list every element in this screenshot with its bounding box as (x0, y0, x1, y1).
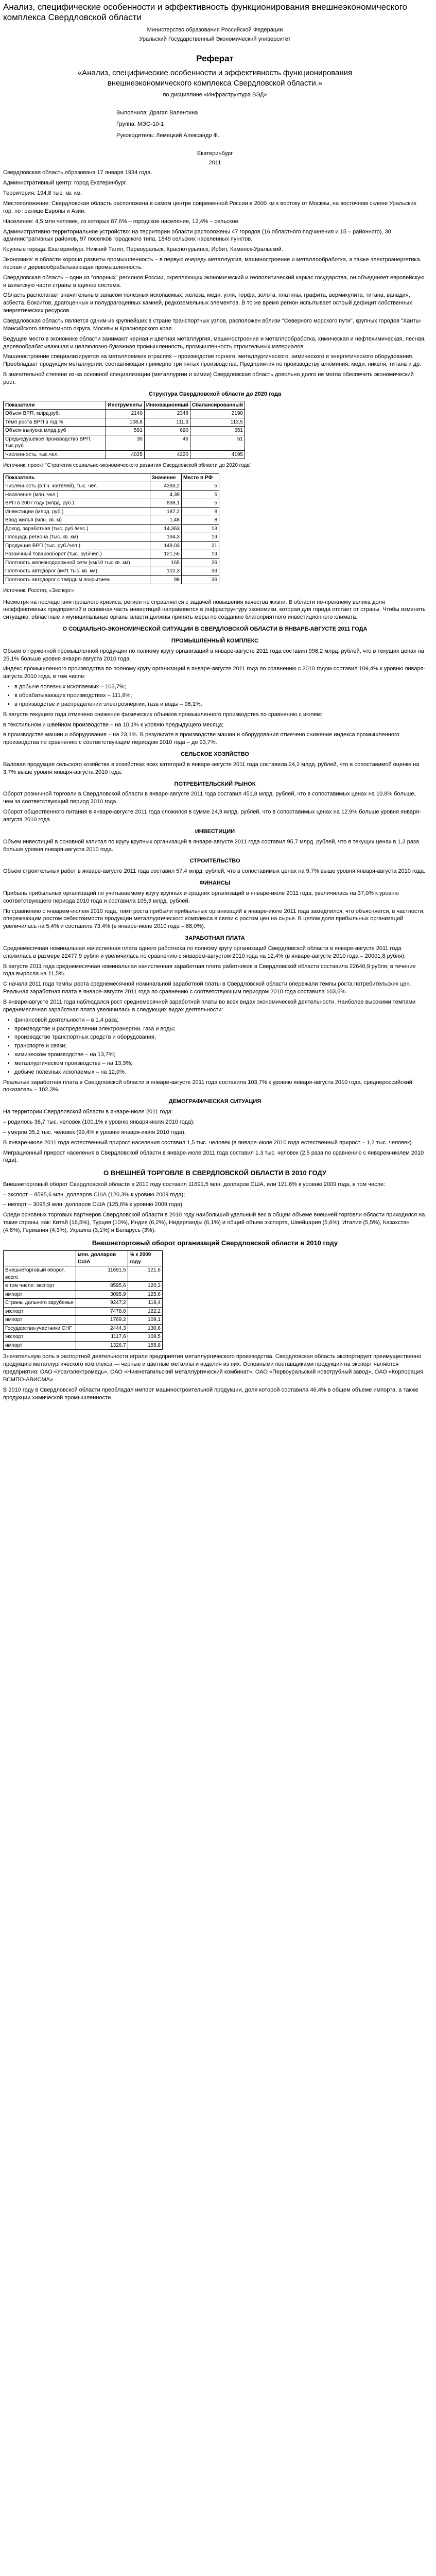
bullet-item: • в обрабатывающих производствах – 111,8%; (14, 692, 427, 700)
table2-cell: Население (млн. чел.) (4, 490, 150, 499)
table1-header-cell: Инновационный (144, 401, 190, 410)
table1-cell: 113,5 (190, 418, 245, 427)
bullet-item: • металлургическом производстве – на 13,3%; (14, 1060, 427, 1067)
table3-cell: 122,2 (128, 1307, 162, 1316)
section-paragraph: Оборот розничной торговли в Свердловской области в январе-августе 2011 года составил 451,8 млрд. рублей, что в сопоставимых ценах на 10,8% больше, чем за соответствующий период 2010 года. (3, 791, 416, 805)
table2-cell: 121,55 (150, 550, 181, 559)
foreign-trade-paragraph: Среди основных торговых партнеров Свердловской области в 2010 году наибольший удельный вес в общем объеме внешней торговли области приходился на такие страны, как: Китай (16,5%), Турция (10%), Индия (6,2%), Нидерланды (6,1%) и общий объем экспорта, Швейцария (5,6%), Италия (5,5%), Казахстан (4,8%), Германия (4,3%), Украина (3,1%) и Беларусь (3%). (3, 1212, 425, 1233)
report-kind: Реферат (196, 54, 234, 64)
table1-source-note: Источник: проект "Стратегия социально-экономического развития Свердловской области до 2020 года" (3, 463, 252, 469)
table1-cell: 51 (190, 435, 245, 450)
table3-cell: импорт (4, 1341, 76, 1350)
table1-row (4, 418, 245, 427)
section-paragraph: в производстве машин и оборудования – на 23,1%. В результате в производстве машин и оборудования отмечено снижение индекса промышленного производства по сравнению с соответствующим периодом 2010 года – до 93,7%. (3, 732, 399, 746)
table2-cell: 4393,2 (150, 482, 181, 491)
bullet-item: • финансовой деятельности – в 1,4 раза; (14, 1016, 427, 1024)
table2-cell: 8 (182, 516, 219, 525)
table2-cell: Плотность автодорог (км/1 тыс. кв. км) (4, 567, 150, 576)
table3-cell: 130,6 (128, 1324, 162, 1333)
bullet-item: • добыче полезных ископаемых – на 12,0%. (14, 1069, 427, 1076)
section-heading: СЕЛЬСКОЕ ХОЗЯЙСТВО (181, 751, 249, 758)
table1-cell: 2348 (144, 410, 190, 418)
table2-cell: Розничный товарооборот (тыс. руб/чел.) (4, 550, 150, 559)
section-paragraph: Миграционный прирост населения в Свердловской области в январе-июле 2011 года составил 1,3 тыс. человек (2,5 раза по сравнению с январем-июлем 2010 года). (3, 1149, 424, 1164)
table3-cell: 120,3 (128, 1282, 162, 1291)
table3-cell: 3095,9 (76, 1290, 128, 1299)
table2-cell: 98 (150, 575, 181, 584)
section-paragraph: С начала 2011 года темпы роста среднемесячной номинальной заработной платы в Свердловской области опережали темпы роста потребительских цен. Реальная заработная плата в январе-августе 2011 года по сравнению с соответствующим периодом 2010 года составила 103,6%. (3, 981, 411, 995)
table1-cell: 111,3 (144, 418, 190, 427)
discipline-line: по дисциплине «Инфраструктура ВЭД» (163, 92, 267, 98)
table3-row (4, 1290, 163, 1299)
table1-row (4, 435, 245, 450)
section-heading: ДЕМОГРАФИЧЕСКАЯ СИТУАЦИЯ (168, 1098, 261, 1105)
table2-cell: 33 (182, 567, 219, 576)
performer-line: Выполнила: Драгая Валентина (116, 110, 198, 116)
section-paragraph: в текстильном и швейном производстве – на 10,1% к уровню предыдущего месяца; (3, 721, 224, 728)
table1-cell: 46 (144, 435, 190, 450)
table1-header-row (4, 401, 245, 410)
table3-cell: 119,4 (128, 1299, 162, 1308)
university-line: Уральский Государственный Экономический университет (139, 36, 291, 42)
table3-cell: 108,5 (128, 1333, 162, 1342)
intro-section (3, 169, 427, 386)
table3-cell: 8595,6 (76, 1282, 128, 1291)
table3-cell: 2444,3 (76, 1324, 128, 1333)
bullet-item: • в производстве и распределении электроэнергии, газа и воды – 96,1%. (14, 701, 427, 708)
table3-cell: Внешнеторговый оборот, всего (4, 1266, 76, 1282)
table3-row (4, 1282, 163, 1291)
table2-cell: Численность (в т.ч. жителей), тыс. чел. (4, 482, 150, 491)
intro-paragraph: Административный центр: город Екатеринбург. (3, 180, 127, 187)
intro-paragraph: Свердловская область – один из "опорных" регионов России, скрепляющих экономический и геополитический каркас государства, он объединяет европейскую и азиатскую части страны в единое система. (3, 274, 425, 289)
socio-economic-sections (3, 625, 427, 1164)
table1-header-cell: Сбалансированный (190, 401, 245, 410)
table3-row (4, 1341, 163, 1350)
table3-cell: Государства-участники СНГ (4, 1324, 76, 1333)
section-paragraph: Валовая продукция сельского хозяйства в хозяйствах всех категорий в январе-августе 2011 года составила 24,2 млрд. рублей, что в сопоставимой оценке на 3,7% выше уровня января-августа 2010 года. (3, 761, 420, 775)
intro-paragraph: Область располагает значительным запасом полезных ископаемых: железа, меди, угля, торфа, золота, платины, графита, вермикулита, титана, ванадия, асбеста. Бокситов, драгоценных и полудрагоценных камней, редкоземельных элементов. В то же время регион испытывает острый дефицит собственных энергетических ресурсов. (3, 292, 412, 314)
table2-source-note: Источник: Росстат, «Эксперт» (3, 588, 74, 594)
table3-header-cell: млн. долларов США (76, 1251, 128, 1266)
section-paragraph: Объем строительных работ в январе-августе 2011 года составил 57,4 млрд. рублей, что в сопоставимых ценах на 9,7% выше уровня января-августа 2010 года. (3, 868, 426, 875)
table3-cell: 9247,2 (76, 1299, 128, 1308)
table1-row (4, 427, 245, 435)
section-paragraph: По сравнению с январем-июлем 2010 года, темп роста прибыли прибыльных организаций в январе-июле 2011 года замедлился, что объясняется, в частности, опережающим ростом себестоимости продукции металлургического комплекса в связи с ростом цен на сырье. В целом доля прибыльных организаций увеличилась на 5,4% и составила 73,4% (в январе-июле 2010 года – 68,0%). (3, 908, 425, 930)
table1-row (4, 410, 245, 418)
table1-cell: 30 (106, 435, 145, 450)
foreign-trade-table-caption: Внешнеторговый оборот организаций Свердловской области в 2010 году (92, 1239, 338, 1247)
table2-cell: 26 (182, 558, 219, 567)
foreign-trade-table (3, 1250, 163, 1350)
table2-cell: 5 (182, 490, 219, 499)
table2-row (4, 516, 219, 525)
table1-header-cell: Инструменты (106, 401, 145, 410)
group-line: Группа: МЭО-10-1 (116, 121, 164, 128)
table2-cell: 36 (182, 575, 219, 584)
table3-cell: 11691,5 (76, 1266, 128, 1282)
section-heading: О СОЦИАЛЬНО-ЭКОНОМИЧЕСКОЙ СИТУАЦИИ В СВЕРДЛОВСКОЙ ОБЛАСТИ В ЯНВАРЕ-АВГУСТЕ 2011 ГОДА (62, 626, 368, 633)
section-paragraph: Объем отгруженной промышленной продукции по полному кругу организаций в январе-августе 2011 года составил 996,2 млрд. рублей, что в текущих ценах на 25,1% больше уровня января-августа 2010 года. (3, 648, 424, 662)
table2-cell: 5 (182, 499, 219, 508)
table2-cell: 1,48 (150, 516, 181, 525)
intro-paragraph: Экономика: в области хорошо развиты промышленность – в первую очередь металлургия, машиностроение и металлообработка, а также электроэнергетика, лесная и деревообрабатывающая промышленность. (3, 257, 422, 270)
table3-cell: импорт (4, 1290, 76, 1299)
bullet-item: • производстве и распределении электроэнергии, газа и воды; (14, 1025, 427, 1033)
table3-cell: 121,6 (128, 1266, 162, 1282)
table2-cell: 165 (150, 558, 181, 567)
table1-caption: Структура Свердловской области до 2020 года (148, 391, 282, 397)
table2-cell: Инвестиции (млрд. руб.) (4, 507, 150, 516)
table3-row (4, 1307, 163, 1316)
table3-cell: 1117,6 (76, 1333, 128, 1342)
intro-paragraph: Территория: 194,8 тыс. кв. км. (3, 190, 82, 197)
section-paragraph: В августе 2011 года среднемесячная номинальная начисленная заработная плата работников в Свердловской области составила 22640,9 рубля, в течение года выросла на 11,5%. (3, 963, 416, 977)
signatures-block (116, 109, 427, 140)
table3-header-cell (4, 1251, 76, 1266)
section-paragraph: – родилось 36,7 тыс. человек (100,1% к уровню января-июля 2010 года); (3, 1118, 195, 1125)
city-line: Екатеринбург (197, 150, 233, 157)
table3-cell: 155,8 (128, 1341, 162, 1350)
table1-cell: 4220 (144, 450, 190, 459)
table1-cell: 4025 (106, 450, 145, 459)
table1-cell: 591 (106, 427, 145, 435)
section-paragraph: Среднемесячная номинальная начисленная плата одного работника по полному кругу организаций Свердловской области в январе-августе 2011 года сложилась в размере 22477,9 рубля и увеличилась по сравнению с январем-августом 2010 года на 12,4% (в январе-августе 2010 года – 20001,8 рубля). (3, 945, 406, 959)
table2-cell: Площадь региона (тыс. кв. км) (4, 533, 150, 542)
section-heading: ФИНАНСЫ (199, 880, 231, 887)
bullet-list (14, 1016, 427, 1076)
intro-paragraph: В значительной степени из-за основной специализации (металлургии и химии) Свердловская область довольно долго не могла обеспечить экономический рост. (3, 371, 414, 385)
intro-paragraph: Крупные города: Екатеринбург, Нижний Тагил, Первоуральск, Краснотурьинск, Ирбит, Каменск-Уральский. (3, 246, 283, 253)
table2-cell: 5 (182, 482, 219, 491)
table1-header-cell: Показатели (4, 401, 106, 410)
table1-cell: Объем ВРП, млрд.руб. (4, 410, 106, 418)
foreign-trade-closing-paragraph: Значительную роль в экспортной деятельности играли предприятия металлургического производства. Свердловская область экспортирует преимущественно продукцию металлургического комплекса — черные и цветные металлы и изделия из них. Основными поставщиками продукции на экспорт являются предприятия: ОАО «Уралэлектромедь», ОАО «Нижнетагильский металлургический комбинат», ОАО «Первоуральский новотрубный завод», ОАО «Корпорация ВСМПО-АВИСМА». (3, 1353, 424, 1383)
table2-row (4, 567, 219, 576)
table2-header-cell: Значение (150, 473, 181, 482)
table2-cell: Продукция ВРП (тыс. руб./чел.) (4, 541, 150, 550)
table2-cell: 102,3 (150, 567, 181, 576)
section-paragraph: В январе-июле 2011 года естественный прирост населения составил 1,5 тыс. человек (в январе-июле 2010 года естественный прирост – 1,2 тыс. человек). (3, 1139, 413, 1146)
intro-paragraph: Свердловская область является одним из крупнейших в стране транспортных узлов, расположен вблизи "Северного морского пути", крупных городов "Ханты-Мансийского автономного округа, Москвы и Красноярского края. (3, 317, 422, 332)
table3-row (4, 1299, 163, 1308)
section-paragraph: Индекс промышленного производства по полному кругу организаций в январе-августе 2011 года по сравнению с 2010 годом составил 109,4% к уровню января-августа 2010 года, в том числе: (3, 666, 426, 680)
table2-cell: ВРП в 2007 году (млрд. руб.) (4, 499, 150, 508)
table2-cell: 21 (182, 541, 219, 550)
table2-cell: Доход, заработная (тыс. руб./мес.) (4, 524, 150, 533)
section-paragraph: Оборот общественного питания в январе-августе 2011 года сложился в сумме 24,9 млрд. рублей, что в сопоставимых ценах на 12,9% больше уровня января-августа 2010 года. (3, 809, 421, 823)
section-paragraph: Прибыль прибыльных организаций по учитываемому кругу крупных и средних организаций в январе-июле 2011 года, увеличилась на 37,0% к уровню соответствующего периода 2010 года и составила 105,9 млрд. рублей. (3, 890, 399, 904)
table1-cell: 2190 (190, 410, 245, 418)
table2-row (4, 558, 219, 567)
foreign-trade-heading: О ВНЕШНЕЙ ТОРГОВЛЕ В СВЕРДЛОВСКОЙ ОБЛАСТИ В 2010 ГОДУ (103, 1169, 326, 1177)
table1-cell: 2140 (106, 410, 145, 418)
section-paragraph: На территории Свердловской области в январе-июле 2011 года: (3, 1109, 173, 1115)
table3-row (4, 1316, 163, 1325)
table2-row (4, 550, 219, 559)
table2-row (4, 482, 219, 491)
foreign-trade-closing-paragraph: В 2010 году в Свердловской области преобладал импорт машиностроительной продукции, доля которой составила 46,4% в общем объеме импорта, а также продукции химической промышленности. (3, 1386, 418, 1401)
section-paragraph: В августе текущего года отмечено снижение физических объемов промышленного производства по сравнению с июлем: (3, 711, 323, 718)
table3-row (4, 1324, 163, 1333)
table2-cell: 187,2 (150, 507, 181, 516)
table1-cell: Темп роста ВРП в год,% (4, 418, 106, 427)
section-paragraph: Реальные заработная плата в Свердловской области в январе-августе 2011 года составила 103,7% к уровню января-августа 2010 года, среднероссийский показатель – 102,3%. (3, 1079, 412, 1093)
table2-cell: 8 (182, 507, 219, 516)
strategy-table (3, 401, 245, 460)
foreign-trade-paragraph: – экспорт – 8595,6 млн. долларов США (120,3% к уровню 2009 года); (3, 1191, 185, 1198)
table2-row (4, 541, 219, 550)
table2-cell: 19 (182, 550, 219, 559)
table1-row (4, 450, 245, 459)
table3-cell: 125,6 (128, 1290, 162, 1299)
intro-paragraph: Ведущее место в экономике области занимают черная и цветная металлургия, машиностроение и металлообработка, химическая и нефтехимическая, лесная, деревообрабатывающая и целлюлозно-бумажная промышленность, промышленность строительных материалов. (3, 335, 426, 350)
table3-cell: экспорт (4, 1333, 76, 1342)
table2-header-cell: Место в РФ (182, 473, 219, 482)
intro-paragraph: Административно-территориальное устройство: на территории области расположены 47 городов (16 областного подчинения и 15 – районного), 30 административных районов, 97 поселков городского типа, 1849 сельских населенных пунктов. (3, 228, 391, 243)
document-title: Анализ, специфические особенности и эффективность функционирования внешнеэкономического комплекса Свердловской области (3, 2, 407, 23)
year-line: 2011 (208, 159, 221, 166)
crisis-paragraph: Несмотря на последствия прошлого кризиса, регион не справляется с задачей повышения качества жизни. В области по-прежнему велика доля неэффективных предприятий и основная часть инвестиций направляется в инфраструктуру экономики, которая для города отстает от страны. Чтобы изменить ситуацию, областные и муниципальные органы власти должны принять меры по созданию благоприятного инвестиционного климата. (3, 599, 426, 621)
table2-header-row (4, 473, 219, 482)
foreign-trade-paragraph: Внешнеторговый оборот Свердловской области в 2010 году составил 11691,5 млн. долларов США, или 121,6% к уровню 2009 года, в том числе: (3, 1181, 386, 1188)
table3-header-row (4, 1251, 163, 1266)
table2-cell: 194,3 (150, 533, 181, 542)
table3-cell: экспорт (4, 1307, 76, 1316)
foreign-trade-paragraph: – импорт – 3095,9 млн. долларов США (125,6% к уровню 2009 года). (3, 1201, 184, 1208)
bullet-item: • транспорте и связи; (14, 1042, 427, 1050)
table2-row (4, 490, 219, 499)
bullet-item: • химическом производстве – на 13,7%; (14, 1051, 427, 1059)
report-subtitle: «Анализ, специфические особенности и эффективность функционирования внешнеэкономического комплекса Свердловской области.» (77, 69, 353, 88)
table3-cell: 109,1 (128, 1316, 162, 1325)
table2-row (4, 524, 219, 533)
foreign-trade-paragraphs (3, 1181, 427, 1234)
section-paragraph: В январе-августе 2011 года наблюдался рост среднемесячной заработной платы во всех видах экономической деятельности. Наиболее высокими темпами среднемесячная заработная плата увеличилась в следующих видах деятельности: (3, 999, 416, 1013)
table2-cell: 149,03 (150, 541, 181, 550)
table3-cell: Страны дальнего зарубежья (4, 1299, 76, 1308)
foreign-trade-closing (3, 1353, 427, 1401)
table2-cell: Плотность железнодорожной сети (км/10 тыс.кв. км) (4, 558, 150, 567)
table1-cell: Численность, тыс.чел. (4, 450, 106, 459)
table1-cell: 4195 (190, 450, 245, 459)
section-heading: ПРОМЫШЛЕННЫЙ КОМПЛЕКС (171, 637, 259, 644)
table1-cell: 108,8 (106, 418, 145, 427)
table2-cell: 14,363 (150, 524, 181, 533)
table2-cell: Ввод жилья (млн. кв. м) (4, 516, 150, 525)
intro-paragraph: Свердловская область образована 17 января 1934 года. (3, 170, 152, 176)
section-heading: ЗАРАБОТНАЯ ПЛАТА (185, 935, 245, 942)
table1-cell: 651 (190, 427, 245, 435)
intro-paragraph: Машиностроение специализируется на металлоемких отраслях – производстве горного, металлургического, химического и энергетического оборудования. Преобладает продукция металлургии, составляющая примерно три пятых производства. Предприятия по производству алюминия, меди, никеля, титана и др. (3, 353, 422, 368)
section-heading: СТРОИТЕЛЬСТВО (189, 858, 240, 865)
table2-row (4, 575, 219, 584)
bullet-item: • в добыче полезных ископаемых – 103,7%; (14, 683, 427, 691)
table2-cell: 19 (182, 533, 219, 542)
bullet-list (14, 683, 427, 708)
bullet-item: • производстве транспортных средств и оборудования; (14, 1033, 427, 1041)
table2-row (4, 507, 219, 516)
table3-row (4, 1266, 163, 1282)
table2-header-cell: Показатель (4, 473, 150, 482)
table3-cell: 7478,0 (76, 1307, 128, 1316)
table2-row (4, 499, 219, 508)
region-rating-table (3, 473, 219, 585)
table2-cell: 4,39 (150, 490, 181, 499)
table3-header-cell: % к 2009 году (128, 1251, 162, 1266)
table2-cell: 838,1 (150, 499, 181, 508)
table3-cell: 1326,7 (76, 1341, 128, 1350)
table2-cell: 13 (182, 524, 219, 533)
table3-cell: в том числе: экспорт (4, 1282, 76, 1291)
table1-cell: Среднедушевое производство ВРП, тыс.руб (4, 435, 106, 450)
table1-cell: 690 (144, 427, 190, 435)
intro-paragraph: Население: 4,5 млн человек, из которых 87,6% – городское население, 12,4% – сельское. (3, 218, 240, 225)
ministry-line: Министерство образования Российской Федерации (147, 26, 283, 33)
supervisor-line: Руководитель: Лемецкий Александр Ф. (116, 132, 219, 139)
section-paragraph: – умерло 35,2 тыс. человек (99,4% к уровню января-июля 2010 года). (3, 1129, 186, 1136)
table3-row (4, 1333, 163, 1342)
table2-cell: Плотность автодорог с твёрдым покрытием (4, 575, 150, 584)
intro-paragraph: Местоположение: Свердловская область расположена в самом центре современной России в 2000 км к востоку от Москвы, на восточном склоне Уральских гор, по границе Европы и Азии. (3, 200, 417, 214)
section-heading: ИНВЕСТИЦИИ (195, 828, 235, 835)
table1-cell: Объем выпуска млрд.руб (4, 427, 106, 435)
table3-cell: импорт (4, 1316, 76, 1325)
section-paragraph: Объем инвестиций в основной капитал по кругу крупных организаций в январе-августе 2011 года составил 95,7 млрд. рублей, что в текущих ценах в 1,3 раза больше уровня января-августа 2010 года. (3, 838, 420, 853)
table3-cell: 1769,2 (76, 1316, 128, 1325)
table2-row (4, 533, 219, 542)
section-heading: ПОТРЕБИТЕЛЬСКИЙ РЫНОК (174, 781, 256, 787)
